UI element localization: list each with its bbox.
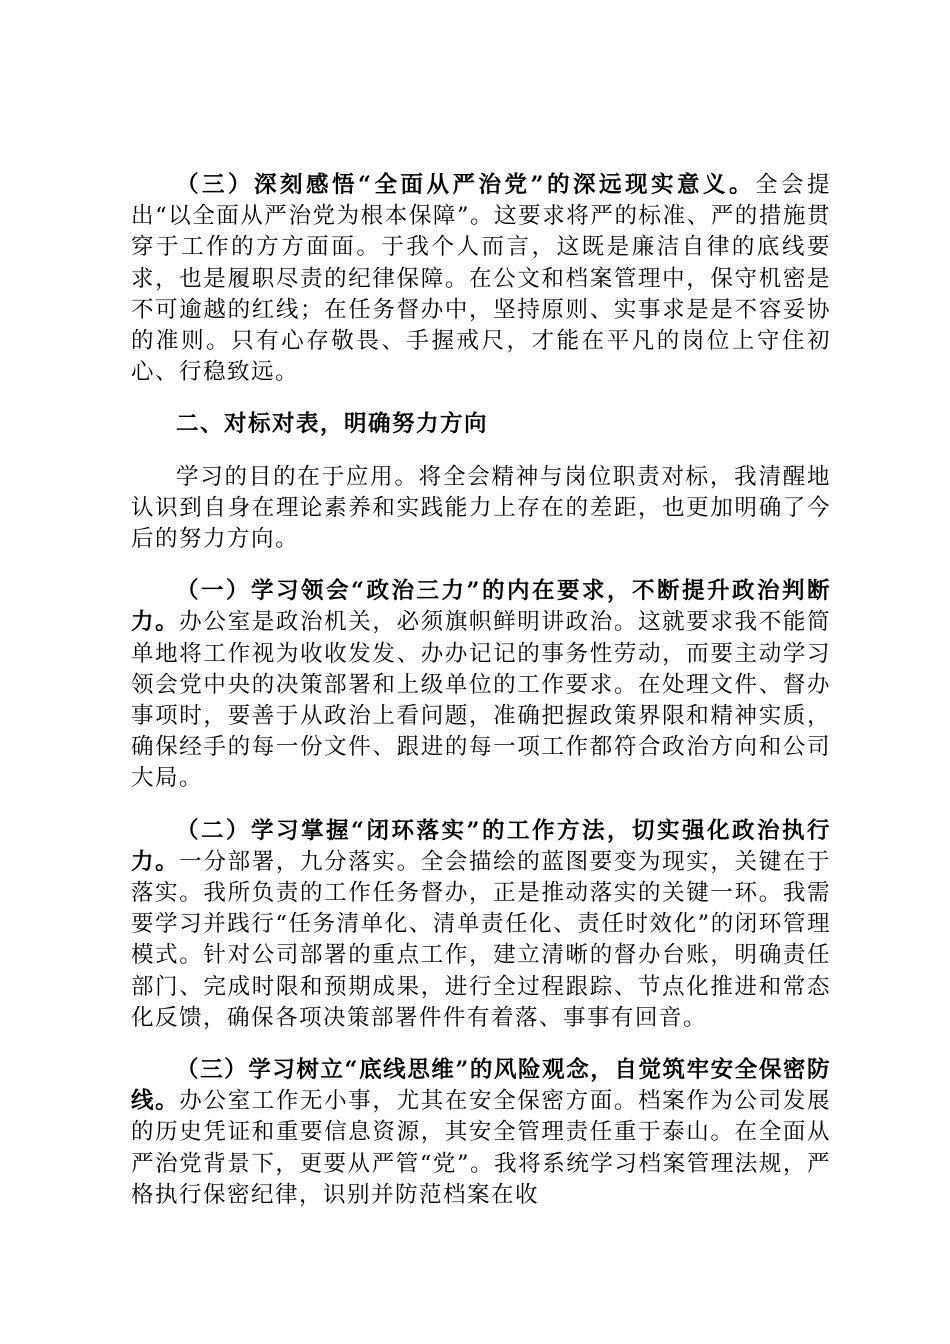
section-heading-2: 二、对标对表，明确努力方向 <box>176 411 489 438</box>
paragraph-5 <box>131 1055 831 1211</box>
paragraph-4 <box>131 816 831 1034</box>
paragraph-2 <box>131 462 831 556</box>
paragraph-1-lead: （三）深刻感悟“全面从严治党”的深远现实意义。 <box>176 172 755 198</box>
paragraph-5-body: 办公室工作无小事，尤其在安全保密方面。档案作为公司发展的历史凭证和重要信息资源，其安全管理责任重于泰山。在全面从严治党背景下，更要从严管“党”。我将系统学习档案管理法规，严格执行保密纪律，识别并防范档案在收 <box>131 1088 831 1208</box>
paragraph-5-lead: （三）学习树立“底线思维”的风险观念，自觉筑牢安全保密防线。 <box>131 1057 831 1115</box>
paragraph-2-body: 学习的目的在于应用。将全会精神与岗位职责对标，我清醒地认识到自身在理论素养和实践能力上存在的差距，也更加明确了今后的努力方向。 <box>131 463 831 553</box>
paragraph-4-body: 一分部署，九分落实。全会描绘的蓝图要变为现实，关键在于落实。我所负责的工作任务督办，正是推动落实的关键一环。我需要学习并践行“任务清单化、清单责任化、责任时效化”的闭环管理模式。针对公司部署的重点工作，建立清晰的督办台账，明确责任部门、完成时限和预期成果，进行全过程跟踪、节点化推进和常态化反馈，确保各项决策部署件件有着落、事事有回音。 <box>131 848 831 1031</box>
paragraph-4-lead: （二）学习掌握“闭环落实”的工作方法，切实强化政治执行力。 <box>131 817 831 875</box>
document-page <box>131 170 831 1211</box>
paragraph-1-body: 全会提出“以全面从严治党为根本保障”。这要求将严的标准、严的措施贯穿于工作的方方面面。于我个人而言，这既是廉洁自律的底线要求，也是履职尽责的纪律保障。在公文和档案管理中，保守机密是不可逾越的红线；在任务督办中，坚持原则、实事求是是不容妥协的准则。只有心存敬畏、手握戒尺，才能在平凡的岗位上守住初心、行稳致远。 <box>131 172 831 386</box>
paragraph-3-lead: （一）学习领会“政治三力”的内在要求，不断提升政治判断力。 <box>131 578 831 636</box>
paragraph-1 <box>131 170 831 388</box>
paragraph-3-body: 办公室是政治机关，必须旗帜鲜明讲政治。这就要求我不能简单地将工作视为收收发发、办办记记的事务性劳动，而要主动学习领会党中央的决策部署和上级单位的工作要求。在处理文件、督办事项时，要善于从政治上看问题，准确把握政策界限和精神实质，确保经手的每一份文件、跟进的每一项工作都符合政治方向和公司大局。 <box>131 609 831 792</box>
paragraph-3 <box>131 576 831 794</box>
